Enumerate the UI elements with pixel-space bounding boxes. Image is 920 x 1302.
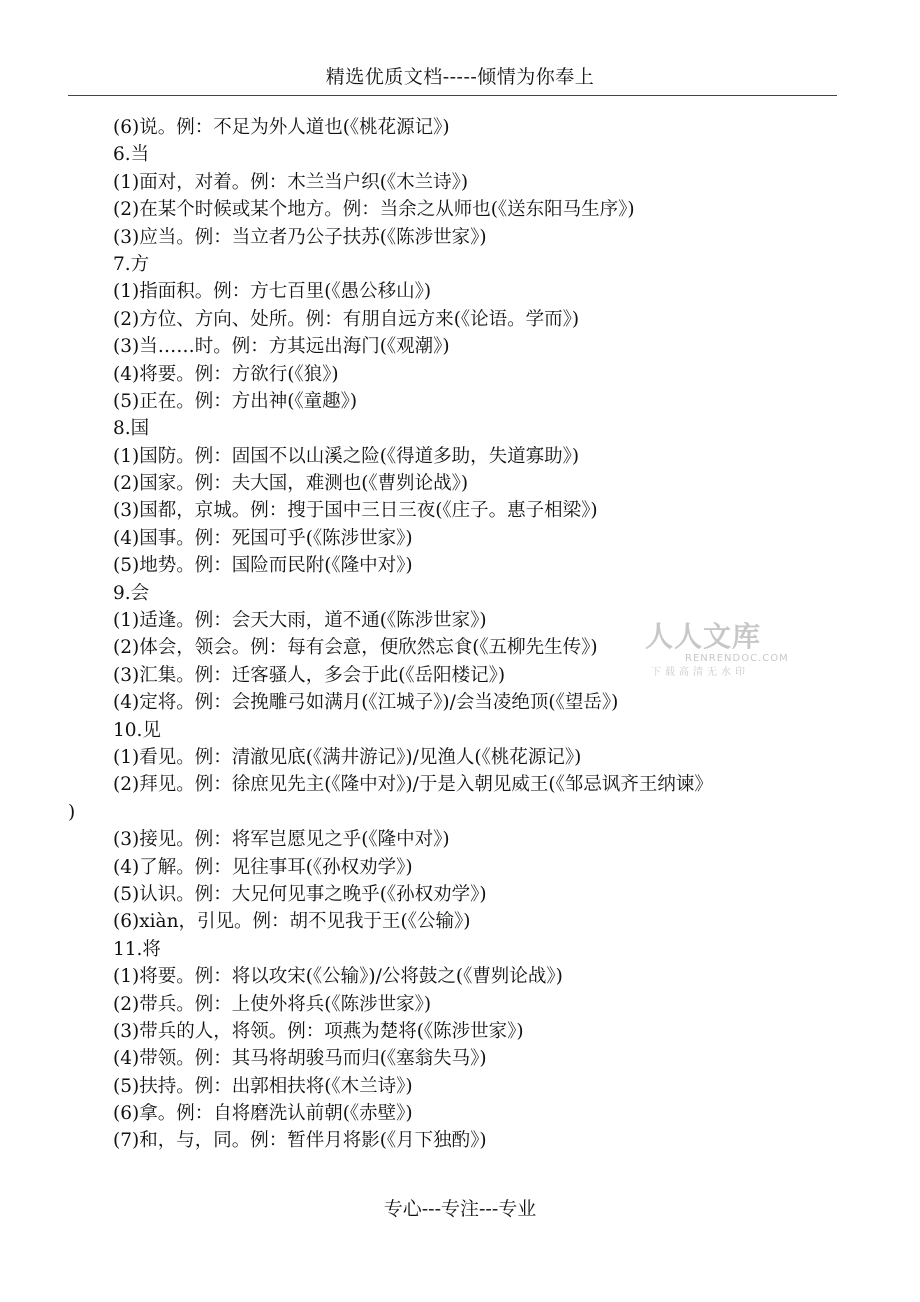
text-line: (3)接见。例：将军岂愿见之乎(《隆中对》) bbox=[113, 829, 450, 851]
section-heading: 6.当 bbox=[113, 144, 150, 166]
text-line: (4)带领。例：其马将胡骏马而归(《塞翁失马》) bbox=[113, 1048, 487, 1070]
text-line: (2)在某个时候或某个地方。例：当余之从师也(《送东阳马生序》) bbox=[113, 199, 635, 221]
text-line: (1)面对，对着。例：木兰当户织(《木兰诗》) bbox=[113, 171, 469, 193]
text-line-wrap: ) bbox=[68, 801, 76, 823]
text-line: (4)将要。例：方欲行(《狼》) bbox=[113, 363, 339, 385]
text-line: (5)认识。例：大兄何见事之晚乎(《孙权劝学》) bbox=[113, 883, 487, 905]
page-footer: 专心---专注---专业 bbox=[383, 1198, 537, 1220]
section-heading: 7.方 bbox=[113, 253, 150, 275]
text-line: (5)地势。例：国险而民附(《隆中对》) bbox=[113, 555, 413, 577]
text-line: (3)汇集。例：迁客骚人，多会于此(《岳阳楼记》) bbox=[113, 664, 506, 686]
page-header: 精选优质文档-----倾情为你奉上 bbox=[325, 66, 595, 88]
section-heading: 10.见 bbox=[113, 719, 161, 741]
text-line: (3)应当。例：当立者乃公子扶苏(《陈涉世家》) bbox=[113, 226, 487, 248]
text-line: (6)拿。例：自将磨洗认前朝(《赤壁》) bbox=[113, 1103, 413, 1125]
text-line: (5)正在。例：方出神(《童趣》) bbox=[113, 390, 358, 412]
text-line: (4)了解。例：见往事耳(《孙权劝学》) bbox=[113, 856, 413, 878]
header-divider bbox=[68, 95, 837, 96]
text-line: (6)xiàn，引见。例：胡不见我于王(《公输》) bbox=[113, 911, 471, 933]
text-line: (1)指面积。例：方七百里(《愚公移山》) bbox=[113, 281, 432, 303]
text-line: (2)带兵。例：上使外将兵(《陈涉世家》) bbox=[113, 993, 432, 1015]
section-heading: 11.将 bbox=[113, 938, 161, 960]
text-line: (3)带兵的人，将领。例：项燕为楚将(《陈涉世家》) bbox=[113, 1020, 524, 1042]
watermark-logo bbox=[645, 620, 789, 684]
text-line: (1)国防。例：固国不以山溪之险(《得道多助，失道寡助》) bbox=[113, 445, 580, 467]
section-heading: 9.会 bbox=[113, 582, 150, 604]
text-line: (2)方位、方向、处所。例：有朋自远方来(《论语。学而》) bbox=[113, 308, 580, 330]
section-heading: 8.国 bbox=[113, 418, 150, 440]
watermark-url: RENRENDOC.COM bbox=[685, 653, 789, 664]
text-line: (1)将要。例：将以攻宋(《公输》)/公将鼓之(《曹刿论战》) bbox=[113, 966, 563, 988]
text-line: (5)扶持。例：出郭相扶将(《木兰诗》) bbox=[113, 1075, 413, 1097]
text-line: (7)和，与，同。例：暂伴月将影(《月下独酌》) bbox=[113, 1130, 487, 1152]
text-line: (2)拜见。例：徐庶见先主(《隆中对》)/于是入朝见威王(《邹忌讽齐王纳谏》 bbox=[113, 774, 713, 796]
text-line: (3)国都，京城。例：搜于国中三日三夜(《庄子。惠子相梁》) bbox=[113, 500, 598, 522]
text-line: (1)适逢。例：会天大雨，道不通(《陈涉世家》) bbox=[113, 610, 487, 632]
text-line: (3)当……时。例：方其远出海门(《观潮》) bbox=[113, 336, 450, 358]
text-line: (1)看见。例：清澈见底(《满井游记》)/见渔人(《桃花源记》) bbox=[113, 746, 582, 768]
text-line: (4)定将。例：会挽雕弓如满月(《江城子》)/会当凌绝顶(《望岳》) bbox=[113, 692, 619, 714]
text-line: (4)国事。例：死国可乎(《陈涉世家》) bbox=[113, 527, 413, 549]
watermark-slogan: 下载高清无水印 bbox=[651, 667, 749, 678]
text-line: (2)国家。例：夫大国，难测也(《曹刿论战》) bbox=[113, 473, 469, 495]
document-body bbox=[0, 114, 920, 1155]
text-line: (2)体会，领会。例：每有会意，便欣然忘食(《五柳先生传》) bbox=[113, 637, 598, 659]
watermark-logo-text: 人人文库 bbox=[645, 620, 762, 653]
text-line: (6)说。例：不足为外人道也(《桃花源记》) bbox=[113, 117, 450, 138]
